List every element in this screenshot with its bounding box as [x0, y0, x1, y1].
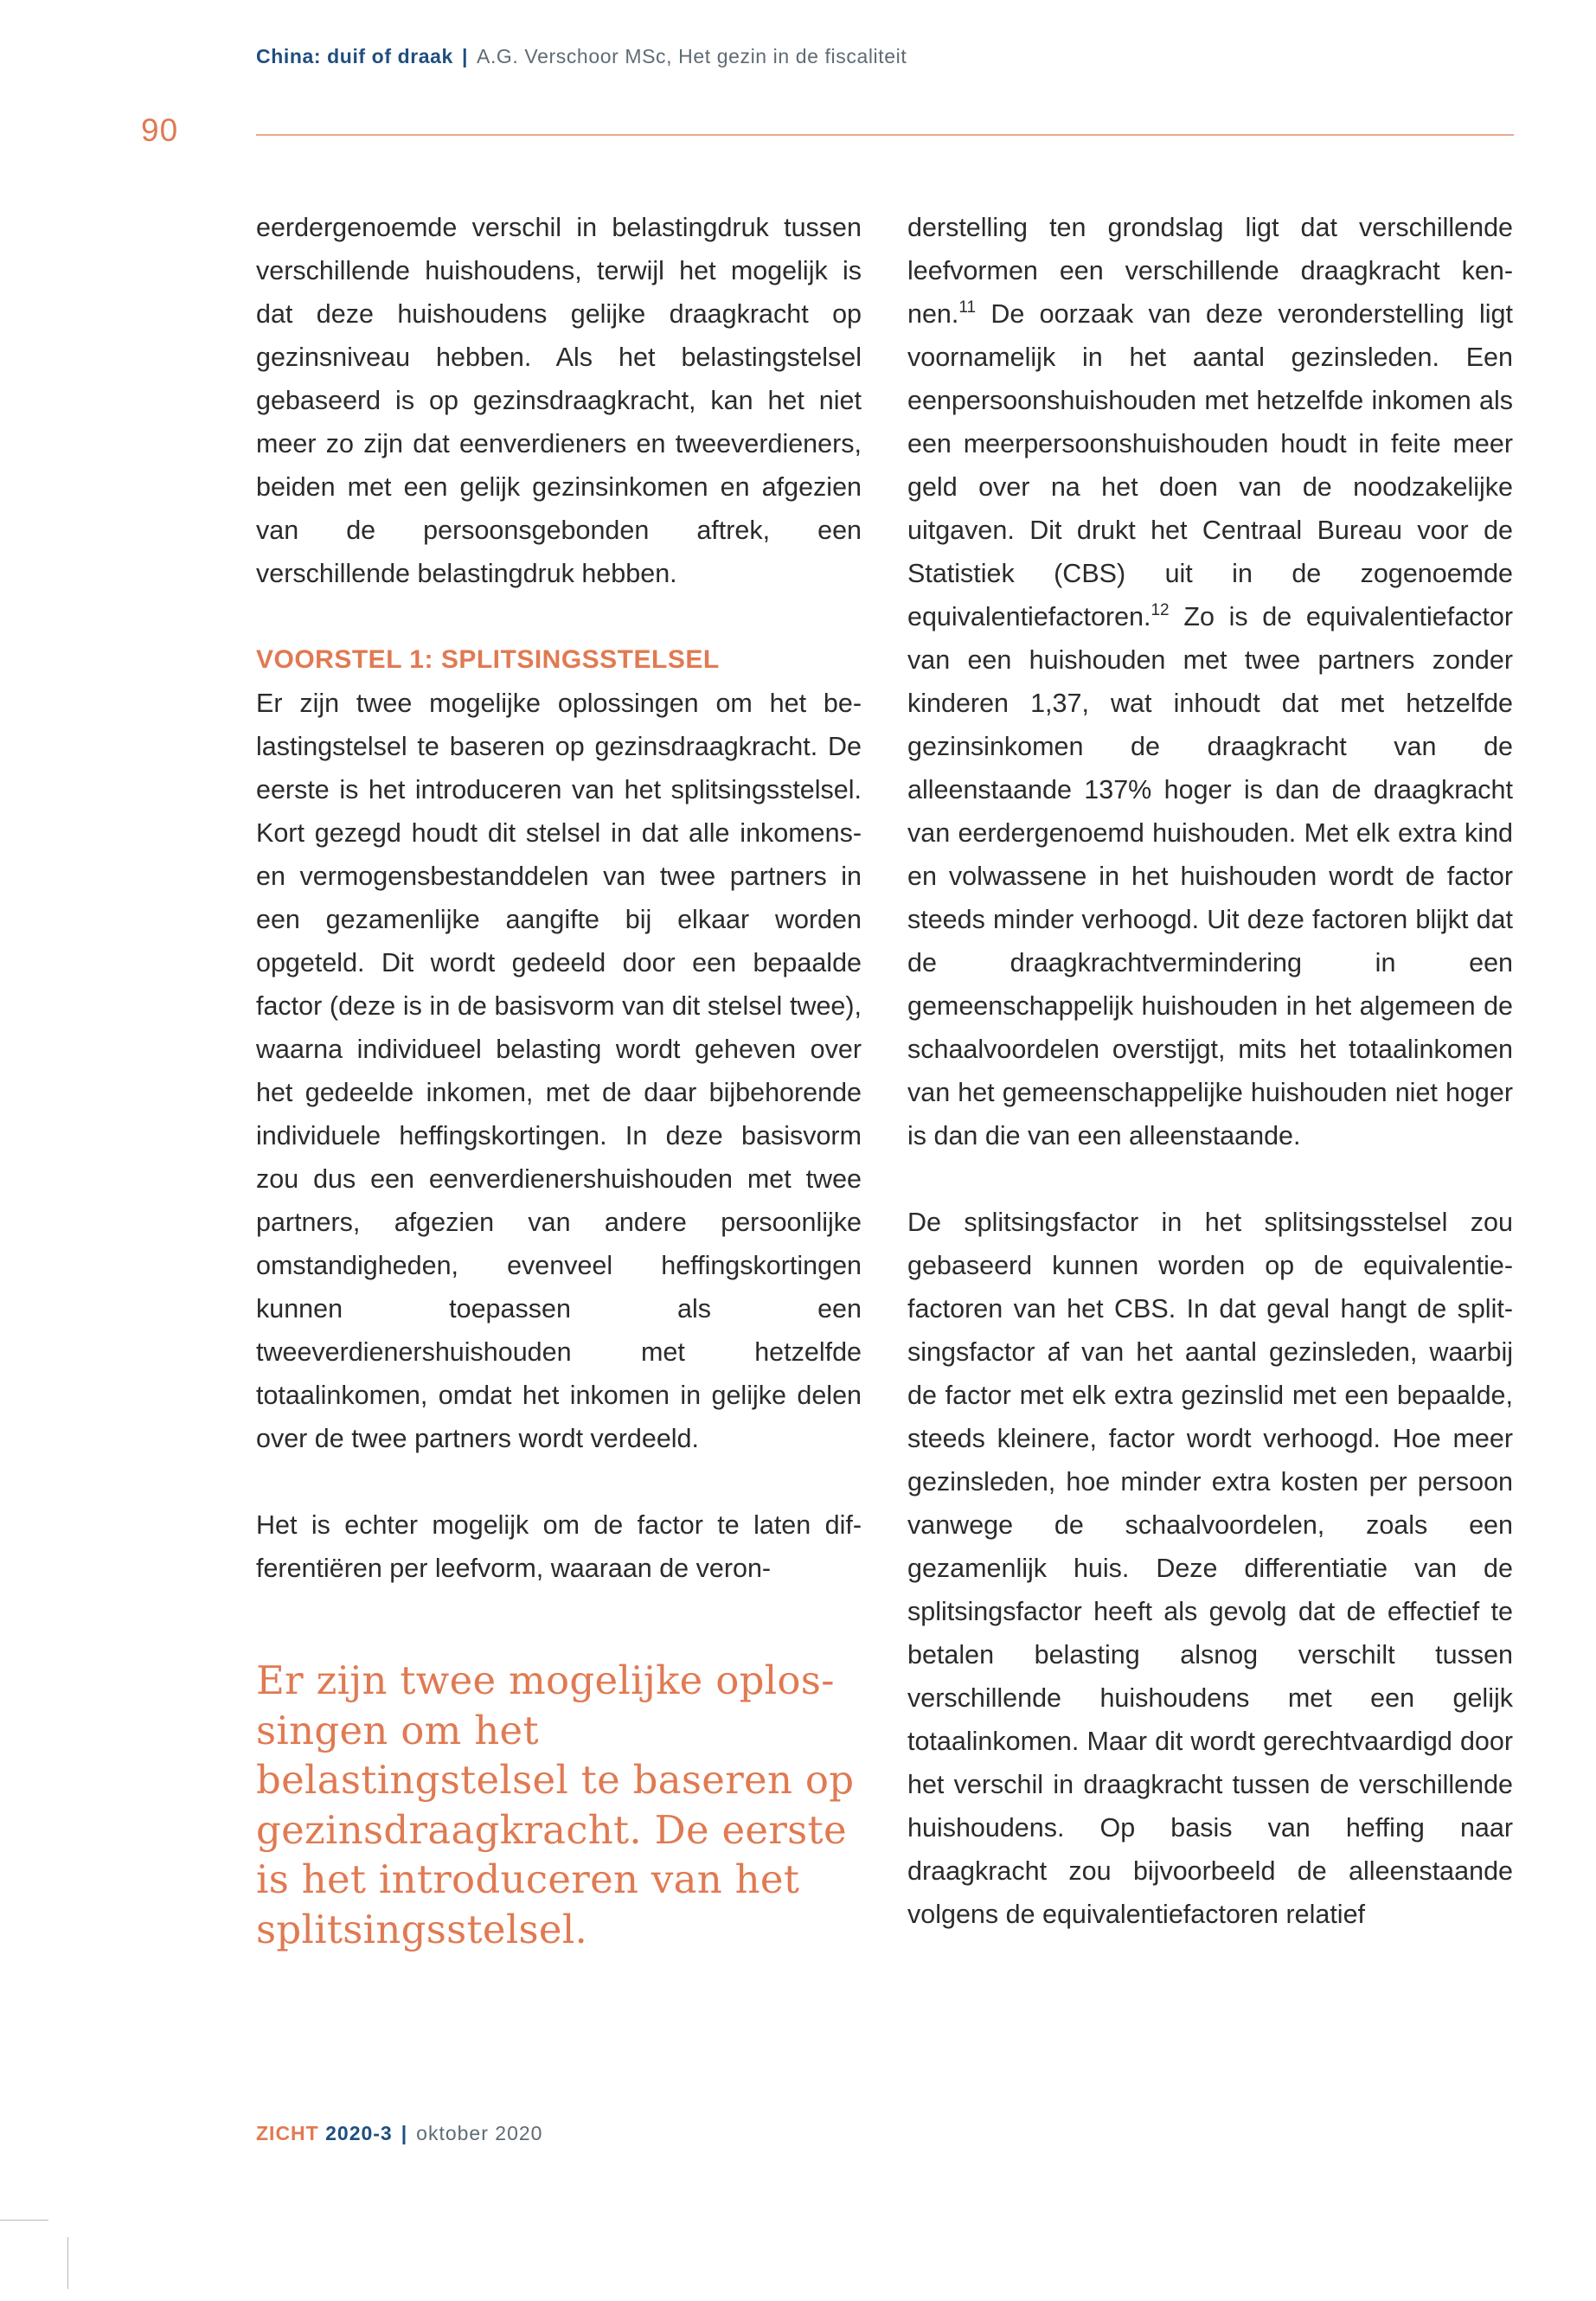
journal-title: China: duif of draak [256, 45, 453, 67]
body-paragraph: eerdergenoemde verschil in belastingdruk tussen verschillende huishoudens, terwijl het mogelijk is dat deze huishoudens gelijke draagkracht op gezinsniveau hebben. Als het belastingstelsel gebaseerd is op gezinsdraagkracht, kan het niet meer zo zijn dat eenverdieners en tweeverdieners, beiden met een gelijk gezinsinkomen en afgezien van de persoonsgebonden aftrek, een verschillende belastingdruk hebben. [256, 213, 862, 588]
body-paragraph: Het is echter mogelijk om de factor te laten differentiëren per leefvorm, waaraan de veron- [256, 1510, 862, 1583]
text-run: De oorzaak van deze veronderstelling ligt voornamelijk in het aantal gezinsleden. Een eenpersoonshuishouden met hetzelfde inkomen als een meerpersoonshuishouden houdt in feite meer geld over na het doen van de noodzakelijke uitgaven. Dit drukt het Centraal Bureau voor de Statistiek (CBS) uit in de zogenoemde equivalentiefactoren. [907, 299, 1513, 631]
text-run: Zo is de equivalentiefactor van een huishouden met twee partners zonder kinderen 1,37, wat inhoudt dat met hetzelfde gezinsinkomen de draagkracht van de alleenstaande 137% hoger is dan de draagkracht van eerdergenoemd huishouden. Met elk extra kind en volwassene in het huishouden wordt de factor steeds minder verhoogd. Uit deze factoren blijkt dat de draagkrachtvermindering in een gemeenschappelijk huishouden in het algemeen de schaalvoordelen overstijgt, mits het totaalinkomen van het gemeenschappelijke huishouden niet hoger is dan die van een alleenstaande. [907, 602, 1513, 1150]
page-number: 90 [141, 112, 179, 148]
section-heading: VOORSTEL 1: SPLITSINGSSTELSEL [256, 645, 720, 674]
pull-quote: Er zijn twee mogelijke oplossingen om het belastingstelsel te baseren op gezinsdraagkracht. De eerste is het introduceren van het splitsingsstelsel. [256, 1657, 855, 1952]
crop-mark [0, 2220, 48, 2221]
footer-date: oktober 2020 [416, 2122, 543, 2144]
page-footer [256, 2122, 542, 2145]
header-rule [256, 134, 1514, 136]
crop-mark [67, 2237, 68, 2289]
footnote-ref-12: 12 [1151, 601, 1170, 619]
body-paragraph: De splitsingsfactor in het splitsingsstelsel zou gebaseerd kunnen worden op de equivalentiefactoren van het CBS. In dat geval hangt de splitsingsfactor af van het aantal gezinsleden, waarbij de factor met elk extra gezinslid met een bepaalde, steeds kleinere, factor wordt verhoogd. Hoe meer gezinsleden, hoe minder extra kosten per persoon vanwege de schaalvoordelen, zoals een gezamenlijk huis. Deze differentiatie van de splitsingsfactor heeft als gevolg dat de effectief te betalen belasting alsnog verschilt tussen verschillende huishoudens met een gelijk totaalinkomen. Maar dit wordt gerechtvaardigd door het verschil in draagkracht tussen de verschillende huishoudens. Op basis van heffing naar draagkracht zou bijvoorbeeld de alleenstaande volgens de equivalentiefactoren relatief [907, 1208, 1513, 1929]
footer-issue: 2020-3 [325, 2122, 393, 2144]
body-paragraph: Er zijn twee mogelijke oplossingen om het belastingstelsel te baseren op gezinsdraagkracht. De eerste is het introduceren van het splitsingsstelsel. Kort gezegd houdt dit stelsel in dat alle inkomens- en vermogensbestanddelen van twee partners in een gezamenlijke aangifte bij elkaar worden opgeteld. Dit wordt gedeeld door een bepaalde factor (deze is in de basisvorm van dit stelsel twee), waarna individueel belasting wordt geheven over het gedeelde inkomen, met de daar bijbehorende individuele heffingskortingen. In deze basisvorm zou dus een eenverdienershuishouden met twee partners, afgezien van andere persoonlijke omstandigheden, evenveel heffingskortingen kunnen toepassen als een tweeverdienershuishouden met hetzelfde totaalinkomen, omdat het inkomen in gelijke delen over de twee partners wordt verdeeld. [256, 689, 862, 1453]
header-separator: | [461, 45, 468, 67]
footer-separator: | [401, 2122, 408, 2144]
footnote-ref-11: 11 [958, 298, 977, 317]
right-column [907, 206, 1513, 1936]
footer-brand: ZICHT [256, 2122, 319, 2144]
left-column [256, 206, 862, 1954]
body-paragraph [907, 206, 1513, 1157]
running-header [256, 45, 907, 68]
article-author-title: A.G. Verschoor MSc, Het gezin in de fiscaliteit [477, 45, 907, 67]
text-run: derstelling ten grondslag ligt dat verschillende leefvormen een verschillende draagkracht kennen. [907, 213, 1513, 329]
